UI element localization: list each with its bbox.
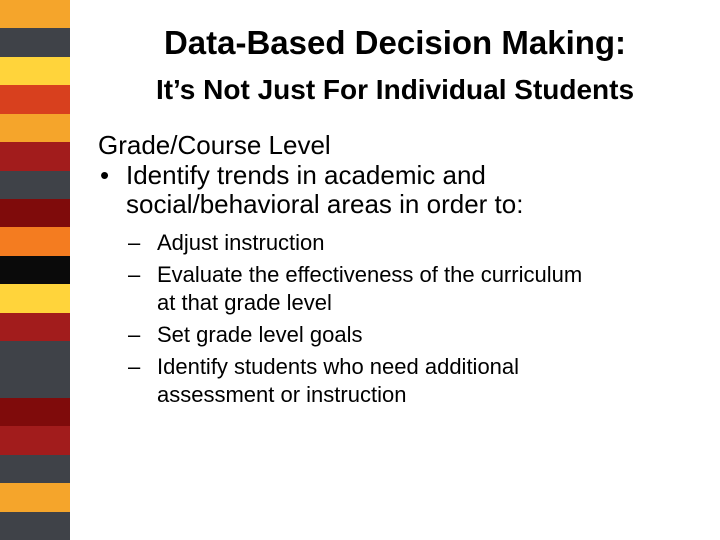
bullet-marker: • — [100, 160, 110, 190]
stripe-segment — [0, 57, 70, 86]
sub-bullet-line: Adjust instruction — [157, 230, 325, 255]
dash-marker: – — [128, 262, 141, 287]
slide-title: Data-Based Decision Making: — [163, 24, 627, 61]
stripe-segment — [0, 256, 70, 285]
stripe-segment — [0, 171, 70, 200]
bullet-item — [98, 161, 698, 219]
sub-bullet-line: Set grade level goals — [157, 322, 363, 347]
dash-marker: – — [128, 230, 141, 255]
stripe-segment — [0, 199, 70, 228]
sub-bullet-item — [128, 261, 698, 317]
sub-bullet-line: at that grade level — [157, 290, 332, 315]
sub-bullet-item — [128, 353, 698, 409]
stripe-segment — [0, 227, 70, 256]
stripe-segment — [0, 483, 70, 512]
slide-body — [98, 130, 698, 413]
dash-marker: – — [128, 354, 141, 379]
stripe-segment — [0, 341, 70, 370]
stripe-segment — [0, 398, 70, 427]
stripe-segment — [0, 455, 70, 484]
section-heading: Grade/Course Level — [98, 130, 331, 160]
stripe-segment — [0, 28, 70, 57]
decorative-stripe-bar — [0, 0, 70, 540]
slide-subtitle: It’s Not Just For Individual Students — [155, 74, 635, 105]
stripe-segment — [0, 0, 70, 29]
bullet-line: social/behavioral areas in order to: — [126, 189, 524, 219]
stripe-segment — [0, 512, 70, 540]
stripe-segment — [0, 426, 70, 455]
stripe-segment — [0, 284, 70, 313]
sub-bullet-item — [128, 229, 698, 257]
stripe-segment — [0, 313, 70, 342]
stripe-segment — [0, 142, 70, 171]
dash-marker: – — [128, 322, 141, 347]
sub-bullet-line: assessment or instruction — [157, 382, 407, 407]
sub-bullet-item — [128, 321, 698, 349]
sub-bullet-line: Evaluate the effectiveness of the curriculum — [157, 262, 583, 287]
stripe-segment — [0, 114, 70, 143]
stripe-segment — [0, 369, 70, 398]
sub-bullet-list — [98, 229, 698, 409]
stripe-segment — [0, 85, 70, 114]
bullet-line: Identify trends in academic and — [126, 160, 486, 190]
sub-bullet-line: Identify students who need additional — [157, 354, 520, 379]
